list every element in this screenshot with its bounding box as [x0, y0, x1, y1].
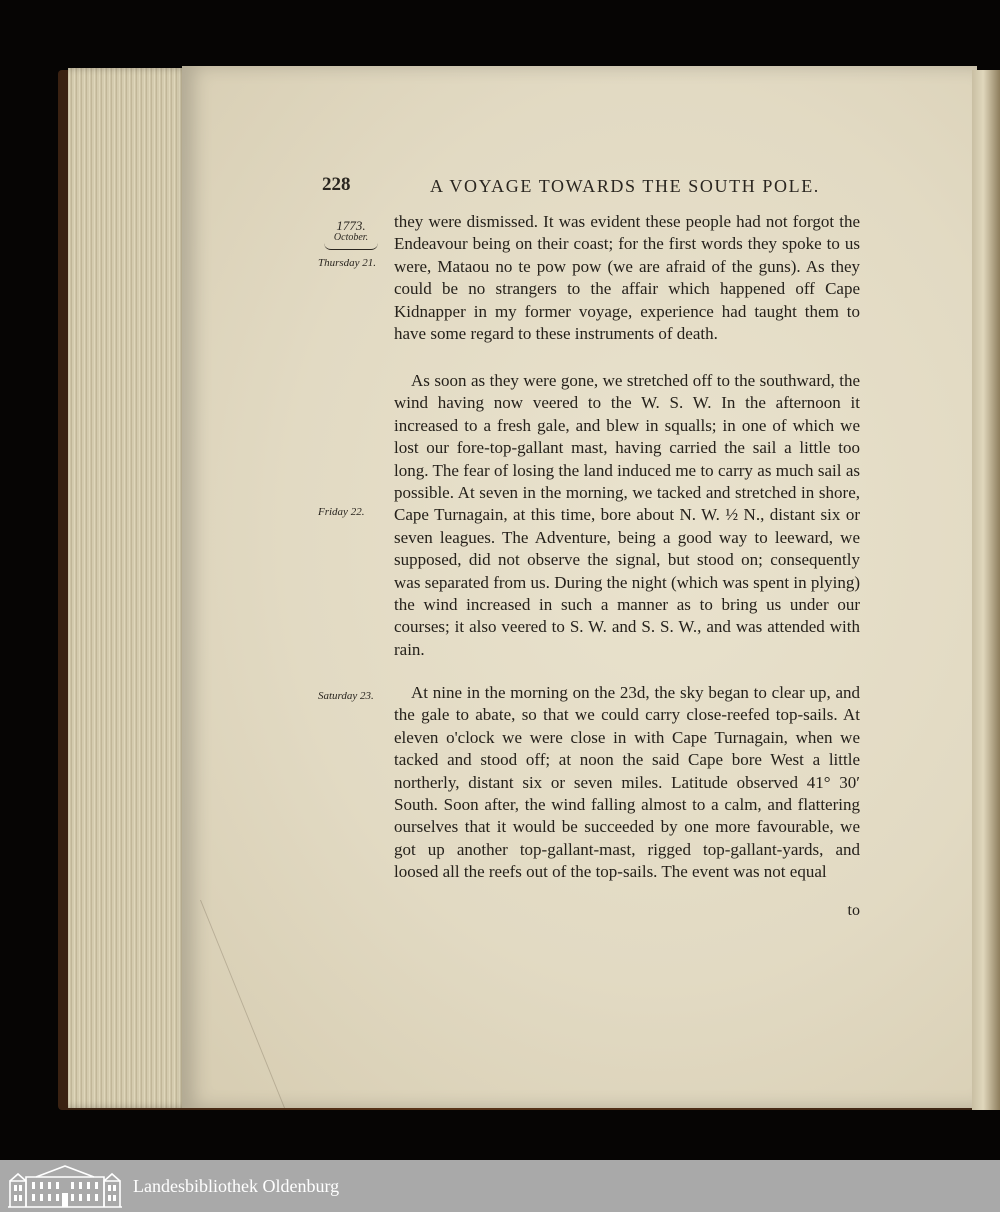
running-head — [322, 174, 862, 202]
running-title: A VOYAGE TOWARDS THE SOUTH POLE. — [430, 176, 820, 196]
page-edges-right — [972, 70, 1000, 1110]
margin-brace — [324, 243, 378, 250]
page-number: 228 — [322, 174, 351, 195]
margin-month: October. — [333, 232, 369, 243]
library-building-icon — [6, 1163, 124, 1209]
margin-day-23: Saturday 23. — [318, 690, 374, 702]
paragraph-2-text: As soon as they were gone, we stretched off to the southward, the wind having now veered to the W. S. W. In the afternoon it increased to a fresh gale, and blew in squalls; in one of which we lost our fore-top-gallant mast, having carried the sail a little too long. The fear of losing the land induced me to carry as much sail as possible. At seven in the morning, we tacked and stretched in shore, Cape Turnagain, at this time, bore about N. W. ½ N., distant six or seven leagues. The Adventure, being a good way to leeward, we supposed, did not observe the signal, but stood on; consequently was separated from us. During the night (which was spent in plying) the wind increased in such a manner as to bring us under our courses; it also veered to S. W. and S. S. W., and was attended with rain. — [394, 371, 860, 659]
page-edges-left — [68, 68, 188, 1108]
margin-day-21: Thursday 21. — [318, 257, 377, 269]
paragraph-1-text: they were dismissed. It was evident these people had not forgot the Endeavour being on their coast; for the first words they spoke to us were, Mataou no te pow pow (we are afraid of the guns). As they could be no strangers to the affair which happened off Cape Kidnapper in my former voyage, experience had taught them to have some regard to these instruments of death. — [394, 212, 860, 344]
margin-year: 1773. — [336, 218, 366, 233]
catchword: to — [847, 902, 860, 919]
library-footer — [0, 1160, 1000, 1212]
paragraph-3-text: At nine in the morning on the 23d, the sky began to clear up, and the gale to abate, so that we could carry close-reefed top-sails. At eleven o'clock we were close in with Cape Turnagain, when we tacked and stood off; at noon the said Cape bore West a little northerly, distant six or seven miles. Latitude observed 41° 30′ South. Soon after, the wind falling almost to a calm, and flattering ourselves that it would be succeeded by one more favourable, we got up another top-gallant-mast, rigged top-gallant-yards, and loosed all the reefs out of the top-sails. The event was not equal — [394, 683, 860, 882]
library-name: Landesbibliothek Oldenburg — [133, 1176, 340, 1196]
margin-day-22: Friday 22. — [318, 506, 365, 518]
paragraph-3 — [394, 682, 860, 884]
margin-date — [320, 218, 382, 250]
paragraph-1 — [394, 211, 860, 345]
paragraph-2 — [394, 370, 860, 661]
